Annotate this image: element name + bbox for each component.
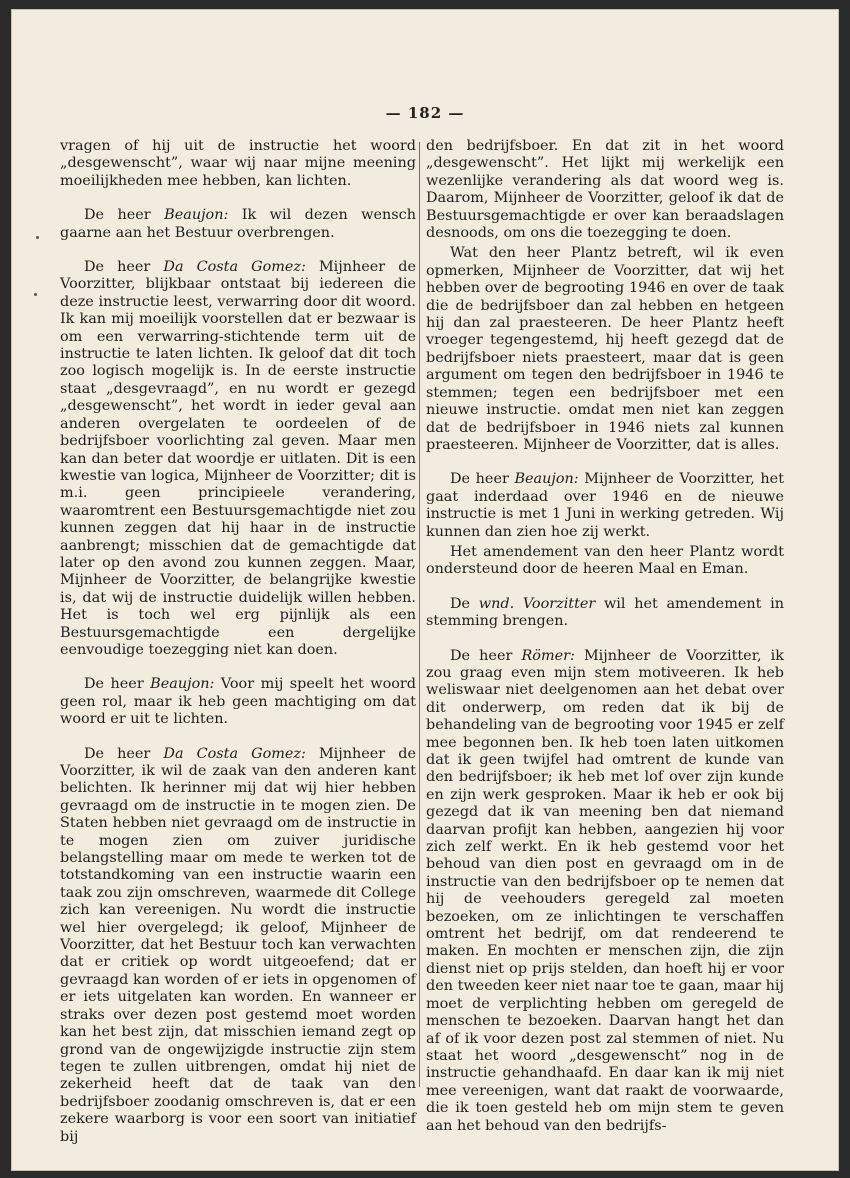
paragraph: Wat den heer Plantz betreft, wil ik even opmerken, Mijnheer de Voorzitter, dat wij het hebben over de begrooting 1946 en over de taak die de bedrijfsboer dan zal hebben en hetgeen hij dan zal praesteeren. De heer Plantz heeft vroeger tegengestemd, hij heeft gezegd dat de bedrijfsboer niets praesteert, maar dat is geen argument om tegen den bedrijfsboer in 1946 te stemmen; tegen een bedrijfsboer met een nieuwe instructie. omdat men niet kan zeggen dat de bedrijfsboer in 1946 niets zal kunnen praesteeren. Mijnheer de Voorzitter, dat is alles. [426, 245, 784, 453]
speaker-name: Beaujon: [514, 471, 579, 488]
paragraph: Het amendement van den heer Plantz wordt ondersteund door de heeren Maal en Eman. [426, 543, 784, 578]
paragraph: den bedrijfsboer. En dat zit in het woord „desgewenscht”. Het lijkt mij werkelijk een wezenlijke verandering als dat woord weg is. Daarom, Mijnheer de Voorzitter, geloof ik dat de Bestuursgemachtigde er over kan beraadslagen desnoods, om ons die toezegging te doen. [426, 138, 784, 242]
speaker-name: Römer: [521, 647, 575, 664]
speaker-name: Da Costa Gomez: [163, 745, 306, 762]
paragraph: De heer Da Costa Gomez: Mijnheer de Voorzitter, ik wil de zaak van den anderen kant belichten. Ik herinner mij dat wij hier hebben gevraagd om de instructie in te mogen zien. De Staten hebben niet gevraagd om de instructie in te mogen zien om zuiver juridische belangstelling maar om mede te werken tot de totstandkoming van een instructie waarin een taak zou zijn omschreven, waarmede dit College zich kan vereenigen. Nu wordt die instructie wel hier overgelegd; ik geloof, Mijnheer de Voorzitter, dat het Bestuur toch kan verwachten dat er critiek op wordt uitgeoefend; dat er gevraagd kan worden of er iets in opgenomen of er iets uitgelaten kan worden. En wanneer er straks over dezen post gestemd moet worden kan het best zijn, dat misschien iemand zegt op grond van de ongewijzigde instructie zijn stem tegen te zullen uitbrengen, omdat hij niet de zekerheid heeft dat de taak van den bedrijfsboer zoodanig omschreven is, dat er een zekere waarborg is voor een soort van initiatief bij [60, 745, 416, 1145]
column-divider [419, 142, 420, 1087]
document-page [12, 10, 838, 1170]
paragraph: vragen of hij uit de instructie het woord „desgewenscht”, waar wij naar mijne meening moeilijkheden mee hebben, kan lichten. [60, 138, 416, 189]
margin-mark [34, 293, 37, 296]
speaker-name: Da Costa Gomez: [163, 259, 306, 276]
left-column [60, 138, 416, 1146]
speaker-name: wnd. Voorzitter [478, 595, 596, 612]
page-number: — 182 — [385, 104, 465, 122]
speaker-name: Beaujon: [164, 207, 229, 224]
right-column [426, 138, 784, 1135]
speaker-name: Beaujon: [150, 676, 215, 693]
paragraph: De heer Da Costa Gomez: Mijnheer de Voorzitter, blijkbaar ontstaat bij iedereen die deze instructie leest, verwarring door dit woord. Ik kan mij moeilijk voorstellen dat er bezwaar is om een verwarring-stichtende term uit de instructie te laten lichten. Ik geloof dat dit toch zoo logisch mogelijk is. In de eerste instructie staat „desgevraagd”, en nu wordt er gezegd „desgewenscht”, het wordt in ieder geval aan anderen overgelaten te oordeelen of de bedrijfsboer voorlichting zal geven. Maar men kan dan beter dat woordje er uitlaten. Dit is een kwestie van logica, Mijnheer de Voorzitter; dit is m.i. geen principieele verandering, waaromtrent een Bestuursgemachtigde niet zou kunnen zeggen dat hij haar in de instructie aanbrengt; misschien dat de gemachtigde dat later op den avond zou kunnen zeggen. Maar, Mijnheer de Voorzitter, de belangrijke kwestie is, dat wij de instructie duidelijk willen hebben. Het is toch wel erg pijnlijk als een Bestuursgemachtigde een dergelijke eenvoudige toezegging niet kan doen. [60, 259, 416, 658]
paragraph: De heer Beaujon: Ik wil dezen wensch gaarne aan het Bestuur overbrengen. [60, 207, 416, 241]
paragraph: De heer Römer: Mijnheer de Voorzitter, ik zou graag even mijn stem motiveeren. Ik heb weliswaar niet deelgenomen aan het debat over dit onderwerp, om reden dat ik bij de behandeling van de begrooting voor 1945 er zelf mee begonnen ben. Ik heb toen laten uitkomen dat ik geen twijfel had omtrent de kunde van den bedrijfsboer; ik heb met lof over zijn kunde en zijn werk gesproken. Maar ik heb er ook bij gezegd dat ik van meening ben dat niemand daarvan profijt kan hebben, aangezien hij voor zich zelf werkt. En ik heb gestemd voor het behoud van dien post en gevraagd om in de instructie van den bedrijfsboer op te nemen dat hij de veehouders geregeld zal moeten bezoeken, om ze inlichtingen te verschaffen omtrent het bedrijf, om dat rendeerend te maken. En mochten er menschen zijn, die zijn dienst niet op prijs stelden, dan hoeft hij er voor den tweeden keer niet naar toe te gaan, maar hij moet de verplichting hebben om geregeld de menschen te bezoeken. Daarvan hangt het dan af of ik voor dezen post zal stemmen of niet. Nu staat het woord „desgewenscht” nog in de instructie gehandhaafd. En daar kan ik mij niet mee vereenigen, want dat raakt de voorwaarde, die ik toen gesteld heb om mijn stem te geven aan het behoud van den bedrijfs- [426, 647, 784, 1134]
paragraph: De wnd. Voorzitter wil het amendement in stemming brengen. [426, 595, 784, 630]
paragraph: De heer Beaujon: Voor mij speelt het woord geen rol, maar ik heb geen machtiging om dat woord er uit te lichten. [60, 676, 416, 728]
margin-mark [36, 236, 39, 239]
paragraph: De heer Beaujon: Mijnheer de Voorzitter, het gaat inderdaad over 1946 en de nieuwe instructie is met 1 Juni in werking getreden. Wij kunnen dan zien hoe zij werkt. [426, 471, 784, 540]
